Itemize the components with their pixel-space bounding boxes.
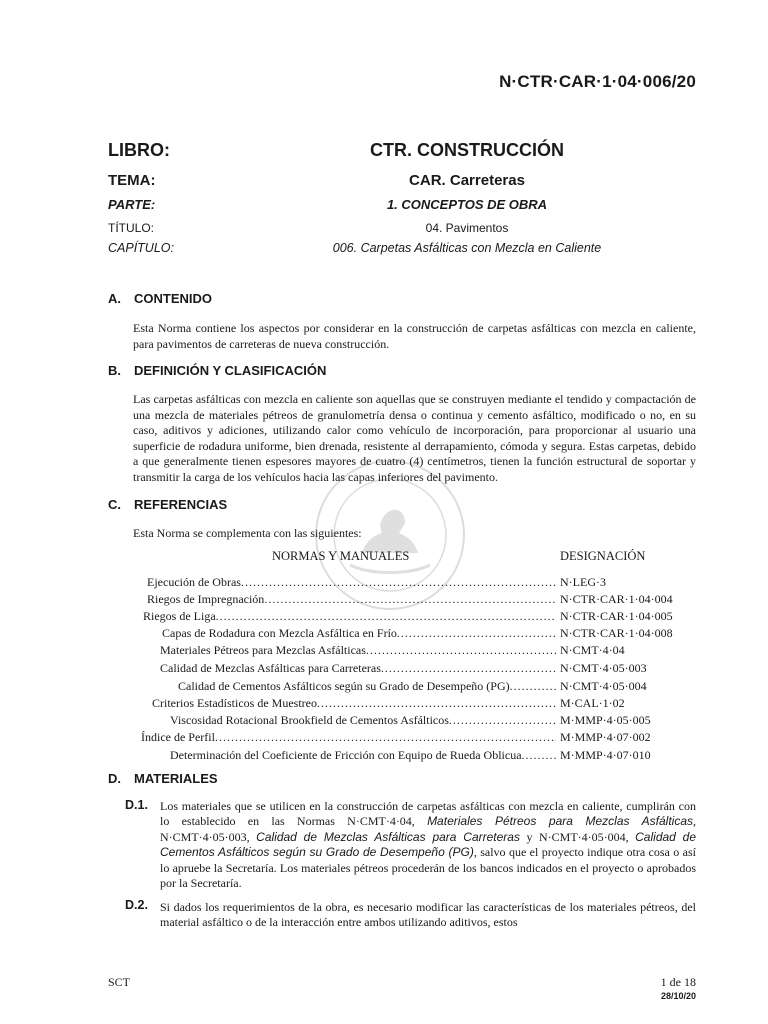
section-c-title: REFERENCIAS [134,497,228,512]
reference-code: N·CMT·4·04 [560,643,625,657]
section-b-text: Las carpetas asfálticas con mezcla en caliente son aquellas que se construyen mediante el tendido y compactación de una mezcla de materiales pétreos de granulometría densa o continua y cemento asfáltico, modificado o no, en su caso, aditivos y adiciones, utilizando calor como vehículo de incorporación, para proporcionar al usuario una superficie de rodadura uniforme, bien drenada, resistente al derrapamiento, cómoda y segura. Estas carpetas, debido a que generalmente tienen espesores mayores de cuatro (4) centímetros, tienen la función estructural de soportar y transmitir la carga de los vehículos hacia las capas inferiores del pavimento. [133,392,696,484]
libro-value: CTR. CONSTRUCCIÓN [370,140,564,160]
reference-name: Calidad de Cementos Asfálticos según su Grado de Desempeño (PG) [178,679,510,693]
capitulo-value: 006. Carpetas Asfálticas con Mezcla en Caliente [332,241,602,255]
reference-row [152,696,696,712]
titulo-value: 04. Pavimentos [425,221,509,235]
d1-italic-title: Calidad de Mezclas Asfálticas para Carreteras [256,829,520,844]
leader-dots [264,592,556,608]
leader-dots [317,696,556,712]
d1-text [160,799,696,891]
reference-code: N·LEG·3 [560,575,606,589]
reference-row [147,575,696,591]
section-a-letter: A. [108,291,121,306]
reference-row [160,643,696,659]
reference-name: Riegos de Impregnación [147,592,265,606]
leader-dots [216,609,556,625]
d1-text-part: , N·CMT·4·05·003, [160,814,696,844]
section-c-heading [108,497,227,512]
reference-row [147,592,696,608]
d2-label: D.2. [125,898,148,912]
page-number: 1 de 18 [660,975,696,989]
reference-code: M·MMP·4·07·002 [560,730,651,744]
d1-italic-title: Calidad de Cementos Asfálticos según su Grado de Desempeño (PG) [160,829,697,860]
leader-dots [522,748,556,764]
section-a-text: Esta Norma contiene los aspectos por considerar en la construcción de carpetas asfálticas con mezcla en caliente, para pavimentos de carreteras de nueva construcción. [133,321,696,351]
section-b-letter: B. [108,363,121,378]
d1-text-part: , salvo que el proyecto indique otra cosa o así lo apruebe la Secretaría. Los materiales pétreos procederán de los bancos indicados en el proyecto o aprobados por la Secretaría. [160,845,696,891]
parte-value: 1. CONCEPTOS DE OBRA [386,197,548,212]
reference-code: N·CTR·CAR·1·04·004 [560,592,673,606]
reference-row [141,730,696,746]
reference-code: N·CMT·4·05·004 [560,679,647,693]
reference-code: M·CAL·1·02 [560,696,625,710]
reference-name: Viscosidad Rotacional Brookfield de Cementos Asfálticos [170,713,449,727]
reference-name: Índice de Perfil [141,730,215,744]
section-a-title: CONTENIDO [134,291,212,306]
d2-text: Si dados los requerimientos de la obra, es necesario modificar las características de los materiales pétreos, del material asfáltico o de la interacción entre ambos utilizando aditivos, estos [160,900,696,930]
reference-row [170,713,696,729]
reference-code: N·CTR·CAR·1·04·005 [560,609,673,623]
reference-row [162,626,696,642]
footer-agency: SCT [108,975,131,989]
reference-name: Riegos de Liga [143,609,216,623]
section-b-title: DEFINICIÓN Y CLASIFICACIÓN [134,363,327,378]
refs-column-designation: DESIGNACIÓN [560,549,646,563]
d1-text-part: Los materiales que se utilicen en la construcción de carpetas asfálticas con mezcla en caliente, cumplirán con lo establecido en las Normas N·CMT·4·04, [160,799,696,829]
tema-value: CAR. Carreteras [409,172,525,189]
leader-dots [510,679,556,695]
libro-label: LIBRO: [108,140,170,160]
section-c-intro: Esta Norma se complementa con las siguientes: [133,526,362,540]
d1-label: D.1. [125,798,148,812]
section-c-letter: C. [108,497,121,512]
reference-row [143,609,696,625]
leader-dots [397,626,556,642]
reference-code: N·CTR·CAR·1·04·008 [560,626,673,640]
reference-row [170,748,696,764]
parte-label: PARTE: [108,197,156,212]
leader-dots [381,661,556,677]
leader-dots [449,713,556,729]
section-d-letter: D. [108,771,121,786]
leader-dots [241,575,556,591]
reference-name: Capas de Rodadura con Mezcla Asfáltica en Frío [162,626,397,640]
reference-name: Determinación del Coeficiente de Fricción con Equipo de Rueda Oblicua [170,748,522,762]
reference-name: Ejecución de Obras [147,575,241,589]
section-d-title: MATERIALES [134,771,218,786]
leader-dots [215,730,556,746]
section-a-heading [108,291,212,306]
reference-name: Calidad de Mezclas Asfálticas para Carreteras [160,661,381,675]
reference-row [160,661,696,677]
section-b-heading [108,363,326,378]
document-code: N·CTR·CAR·1·04·006/20 [499,72,696,91]
leader-dots [366,643,556,659]
section-d-heading [108,771,218,786]
capitulo-label: CAPÍTULO: [108,241,174,255]
reference-name: Criterios Estadísticos de Muestreo [152,696,317,710]
d1-italic-title: Materiales Pétreos para Mezclas Asfálticas [427,814,693,829]
reference-name: Materiales Pétreos para Mezclas Asfálticas [160,643,366,657]
refs-column-norms: NORMAS Y MANUALES [272,549,410,563]
reference-code: M·MMP·4·07·010 [560,748,651,762]
reference-code: M·MMP·4·05·005 [560,713,651,727]
reference-code: N·CMT·4·05·003 [560,661,647,675]
footer-date: 28/10/20 [660,991,696,1001]
d1-text-part: y N·CMT·4·05·004, [519,829,636,844]
titulo-label: TÍTULO: [108,221,155,235]
tema-label: TEMA: [108,172,156,189]
reference-row [178,679,696,695]
